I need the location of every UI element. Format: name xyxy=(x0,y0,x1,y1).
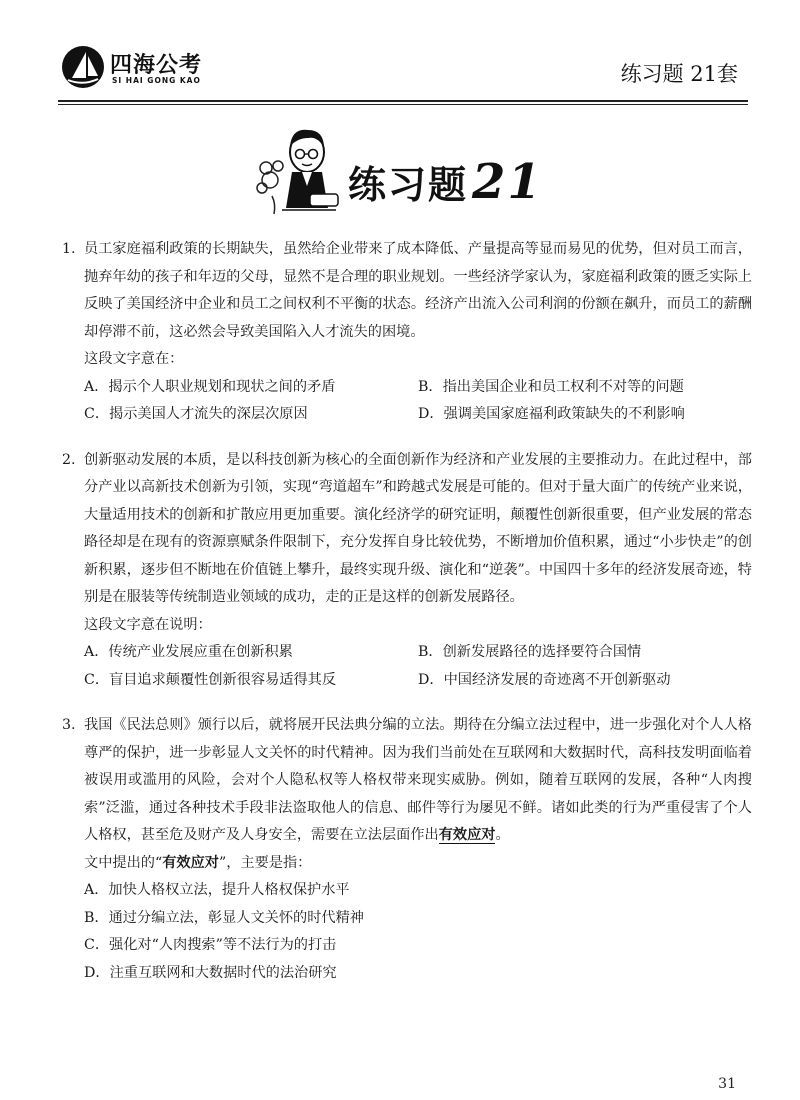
title-block xyxy=(252,118,552,218)
question-prompt: 这段文字意在： xyxy=(84,351,184,367)
option-c[interactable]: C．盲目追求颠覆性创新很容易适得其反 xyxy=(84,671,337,688)
logo-subtext: SI HAI GONG KAO xyxy=(112,76,201,85)
option-d[interactable]: D．注重互联网和大数据时代的法治研究 xyxy=(84,964,337,981)
prompt-pre: 文中提出的“ xyxy=(84,854,163,871)
options xyxy=(84,877,752,987)
option-a[interactable]: A．揭示个人职业规划和现状之间的矛盾 xyxy=(84,378,336,395)
section-label: 练习题 21套 xyxy=(620,62,738,86)
options xyxy=(84,639,752,694)
question-2 xyxy=(62,447,752,695)
question-3 xyxy=(62,712,752,987)
question-text xyxy=(84,712,752,850)
question-1 xyxy=(62,236,752,429)
prompt-emphasis: 有效应对 xyxy=(162,854,219,871)
option-row xyxy=(84,374,752,402)
option-b[interactable]: B．通过分编立法，彰显人文关怀的时代精神 xyxy=(84,909,364,926)
option-a[interactable]: A．传统产业发展应重在创新积累 xyxy=(84,644,293,660)
question-text-body: 我国《民法总则》颁行以后，就将展开民法典分编的立法。期待在分编立法过程中，进一步强化对个人人格尊严的保护，进一步彰显人文关怀的时代精神。因为我们当前处在互联网和大数据时代，高科技发明面临着被误用或滥用的风险，会对个人隐私权等人格权带来现实威胁。例如，随着互联网的发展，各种“人肉搜索”泛滥，通过各种技术手段非法盗取他人的信息、邮件等行为屡见不鲜。诸如此类的行为严重侵害了个人人格权，甚至危及财产及人身安全，需要在立法层面作出 xyxy=(84,717,752,843)
page-number: 31 xyxy=(718,1076,736,1092)
question-number: 1. xyxy=(62,241,76,257)
option-a[interactable]: A．加快人格权立法，提升人格权保护水平 xyxy=(84,882,350,898)
title-label: 练习题 xyxy=(348,163,469,207)
option-d[interactable]: D．中国经济发展的奇迹离不开创新驱动 xyxy=(418,671,671,688)
option-b[interactable]: B．指出美国企业和员工权利不对等的问题 xyxy=(418,378,684,395)
page-title xyxy=(348,154,543,210)
question-list xyxy=(62,236,752,1005)
question-text: 创新驱动发展的本质，是以科技创新为核心的全面创新作为经济和产业发展的主要推动力。在此过程中，部分产业以高新技术创新为引领，实现“弯道超车”和跨越式发展是可能的。但对于量大面广的传统产业来说，大量适用技术的创新和扩散应用更加重要。演化经济学的研究证明，颠覆性创新很重要，但产业发展的常态路径却是在现有的资源禀赋条件限制下，充分发挥自身比较优势，不断增加价值积累，通过“小步快走”的创新积累，逐步但不断地在价值链上攀升，最终实现升级、演化和“逆袭”。中国四十多年的经济发展奇迹，特别是在服装等传统制造业领域的成功，走的正是这样的创新发展路径。 xyxy=(84,451,752,605)
page-header xyxy=(0,0,800,110)
options xyxy=(84,374,752,429)
question-text-end: 。 xyxy=(495,827,510,843)
option-d[interactable]: D．强调美国家庭福利政策缺失的不利影响 xyxy=(418,406,685,422)
logo-text: 四海公考 xyxy=(110,53,203,78)
cartoon-teacher-icon xyxy=(252,118,342,216)
question-prompt xyxy=(84,850,752,878)
question-number: 3. xyxy=(62,717,76,733)
question-prompt: 这段文字意在说明： xyxy=(84,616,212,633)
brand-logo xyxy=(60,44,260,94)
option-c[interactable]: C．揭示美国人才流失的深层次原因 xyxy=(84,406,308,422)
sail-logo-icon xyxy=(60,44,106,90)
header-divider-thin xyxy=(58,104,748,105)
option-b[interactable]: B．创新发展路径的选择要符合国情 xyxy=(418,644,642,660)
question-text: 员工家庭福利政策的长期缺失，虽然给企业带来了成本降低、产量提高等显而易见的优势，但对员工而言，抛弃年幼的孩子和年迈的父母，显然不是合理的职业规划。一些经济学家认为，家庭福利政策的匮乏实际上反映了美国经济中企业和员工之间权利不平衡的状态。经济产出流入公司利润的份额在飙升，而员工的薪酬却停滞不前，这必然会导致美国陷入人才流失的困境。 xyxy=(84,241,752,340)
emphasized-phrase: 有效应对 xyxy=(438,827,496,843)
header-divider xyxy=(58,100,748,102)
option-row xyxy=(84,667,752,695)
title-number: 21 xyxy=(472,154,543,210)
option-row xyxy=(84,639,752,667)
question-number: 2. xyxy=(62,451,76,468)
option-row xyxy=(84,401,752,429)
prompt-post: ”，主要是指： xyxy=(218,854,312,871)
option-c[interactable]: C．强化对“人肉搜索”等不法行为的打击 xyxy=(84,937,337,953)
